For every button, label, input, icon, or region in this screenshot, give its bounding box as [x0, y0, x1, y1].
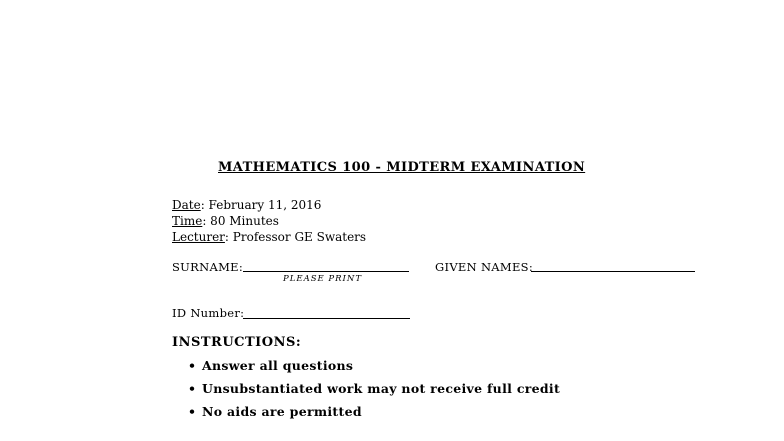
- given-names-label: GIVEN NAMES:: [435, 260, 534, 274]
- time-line: [172, 214, 279, 228]
- id-number-label: ID Number:: [172, 306, 245, 320]
- instructions-heading: INSTRUCTIONS:: [172, 335, 302, 350]
- instruction-item: • Answer all questions: [188, 358, 354, 373]
- lecturer-line: [172, 230, 366, 244]
- given-names-field[interactable]: [531, 271, 695, 272]
- surname-label: SURNAME:: [172, 260, 244, 274]
- exam-title: MATHEMATICS 100 - MIDTERM EXAMINATION: [218, 160, 586, 175]
- bullet-icon: •: [188, 381, 197, 396]
- instruction-item: • Unsubstantiated work may not receive full credit: [188, 381, 561, 396]
- bullet-icon: •: [188, 358, 197, 373]
- lecturer-label: Lecturer: [172, 230, 225, 244]
- lecturer-value: : Professor GE Swaters: [224, 230, 367, 244]
- instruction-item: • No aids are permitted: [188, 404, 362, 419]
- id-number-field[interactable]: [243, 318, 410, 319]
- date-label: Date: [172, 198, 201, 212]
- time-value: : 80 Minutes: [202, 214, 279, 228]
- date-line: [172, 198, 321, 212]
- bullet-icon: •: [188, 404, 197, 419]
- date-value: : February 11, 2016: [200, 198, 322, 212]
- surname-hint: PLEASE PRINT: [283, 274, 363, 284]
- surname-field[interactable]: [243, 271, 409, 272]
- time-label: Time: [172, 214, 203, 228]
